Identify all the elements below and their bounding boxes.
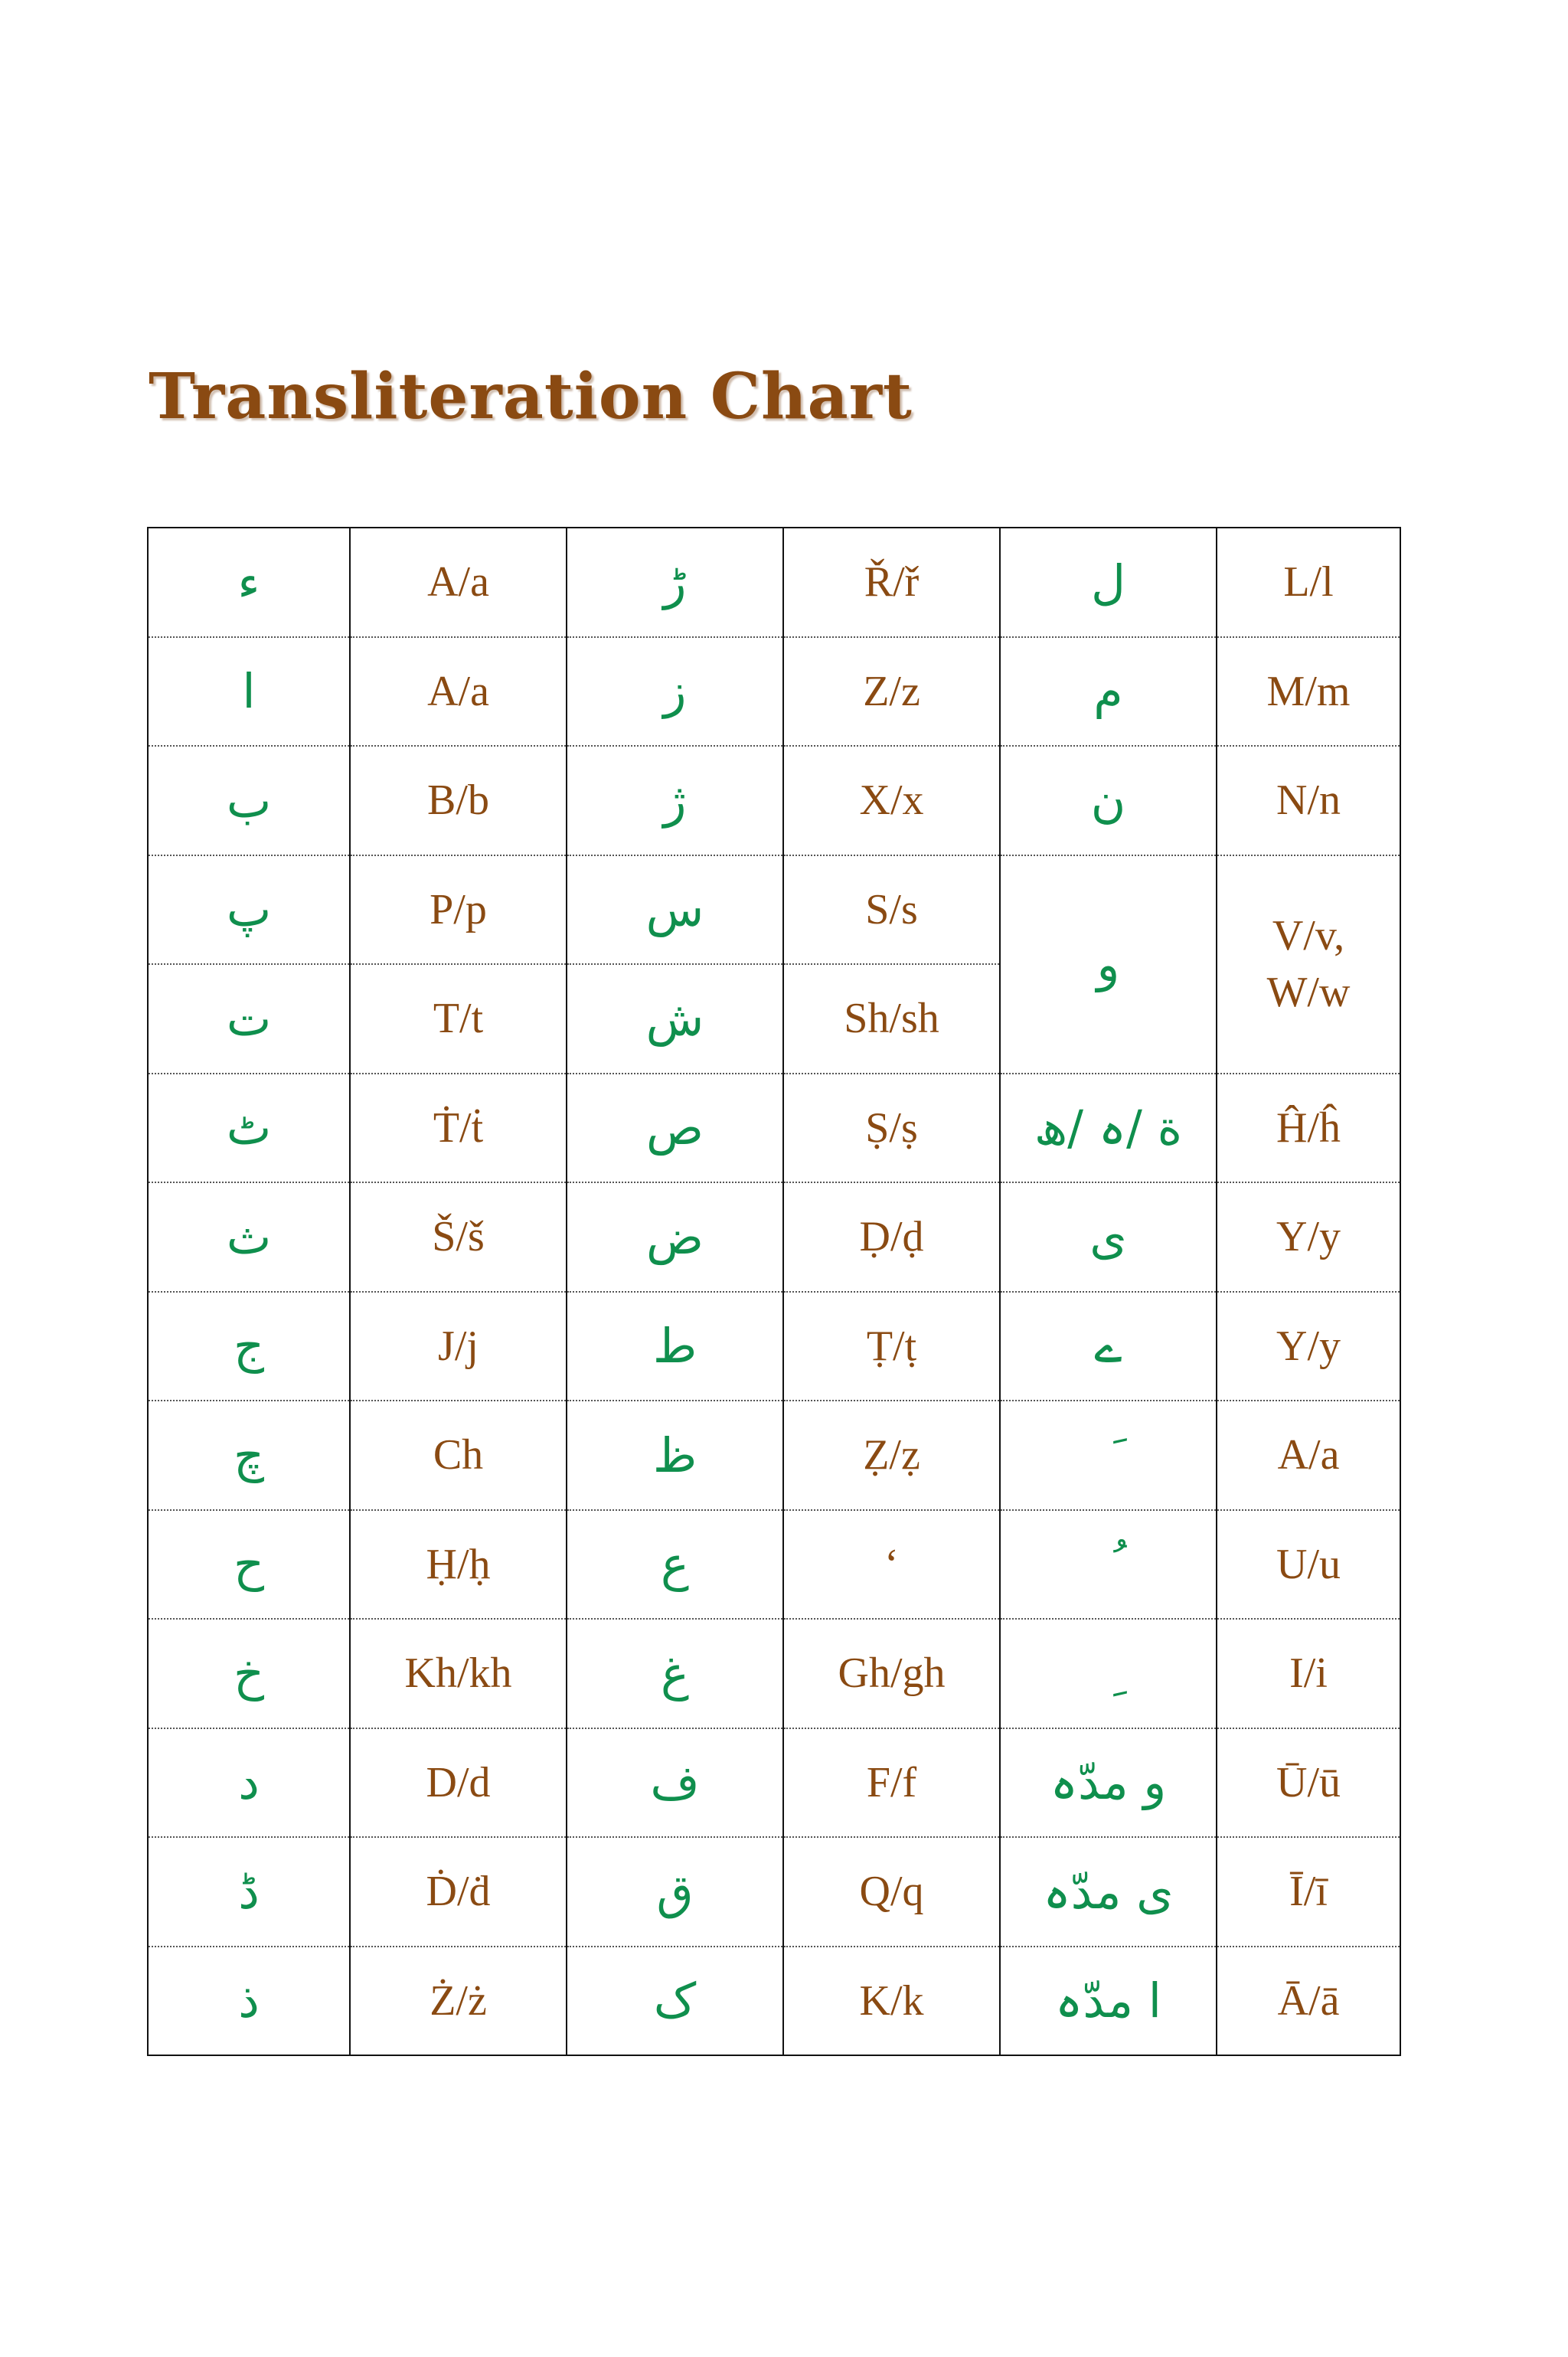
latin-transliteration: K/k — [783, 1947, 1000, 2056]
latin-transliteration: Ḋ/ḋ — [350, 1837, 567, 1947]
urdu-letter: ڈ — [148, 1837, 350, 1947]
urdu-letter: ض — [567, 1182, 783, 1292]
urdu-letter: ی — [1000, 1182, 1217, 1292]
latin-transliteration: Ḍ/ḍ — [783, 1182, 1000, 1292]
table-row — [148, 1947, 1400, 2056]
latin-transliteration: I/i — [1217, 1619, 1400, 1728]
latin-transliteration: Ā/ā — [1217, 1947, 1400, 2056]
latin-transliteration: Ū/ū — [1217, 1728, 1400, 1838]
latin-transliteration: N/n — [1217, 746, 1400, 855]
urdu-letter: ڑ — [567, 528, 783, 637]
urdu-letter: ژ — [567, 746, 783, 855]
latin-transliteration: F/f — [783, 1728, 1000, 1838]
latin-transliteration: Y/y — [1217, 1292, 1400, 1401]
page-title: Transliteration Chart — [149, 360, 913, 433]
urdu-letter: ع — [567, 1510, 783, 1620]
latin-transliteration: Ch — [350, 1401, 567, 1510]
latin-transliteration: P/p — [350, 855, 567, 965]
latin-transliteration: U/u — [1217, 1510, 1400, 1620]
latin-transliteration: Gh/gh — [783, 1619, 1000, 1728]
urdu-madda: ی مدّہ — [1000, 1837, 1217, 1947]
latin-transliteration: Kh/kh — [350, 1619, 567, 1728]
urdu-letter: چ — [148, 1401, 350, 1510]
urdu-madda: ا مدّہ — [1000, 1947, 1217, 2056]
urdu-letter: ء — [148, 528, 350, 637]
urdu-letter: ث — [148, 1182, 350, 1292]
latin-transliteration: Q/q — [783, 1837, 1000, 1947]
latin-line: W/w — [1266, 969, 1351, 1016]
urdu-letter: و — [1000, 855, 1217, 1074]
urdu-letter: ج — [148, 1292, 350, 1401]
latin-transliteration: Ẓ/ẓ — [783, 1401, 1000, 1510]
table-row — [148, 637, 1400, 747]
latin-transliteration: Y/y — [1217, 1182, 1400, 1292]
latin-transliteration: Ṣ/ṣ — [783, 1074, 1000, 1183]
latin-transliteration: Ż/ż — [350, 1947, 567, 2056]
table-row — [148, 1182, 1400, 1292]
urdu-letter: ت — [148, 964, 350, 1074]
latin-transliteration — [1217, 855, 1400, 1074]
urdu-letter: ط — [567, 1292, 783, 1401]
latin-transliteration: Ṫ/ṫ — [350, 1074, 567, 1183]
table-row — [148, 1619, 1400, 1728]
urdu-letter: ق — [567, 1837, 783, 1947]
urdu-letter: ک — [567, 1947, 783, 2056]
urdu-letter: خ — [148, 1619, 350, 1728]
urdu-letter: ٹ — [148, 1074, 350, 1183]
latin-transliteration: Ḥ/ḥ — [350, 1510, 567, 1620]
latin-transliteration: Š/š — [350, 1182, 567, 1292]
urdu-diacritic — [1000, 1401, 1217, 1510]
latin-transliteration: Ř/ř — [783, 528, 1000, 637]
table-row — [148, 1292, 1400, 1401]
latin-transliteration: L/l — [1217, 528, 1400, 637]
latin-transliteration: A/a — [1217, 1401, 1400, 1510]
latin-transliteration: B/b — [350, 746, 567, 855]
table-row — [148, 1728, 1400, 1838]
table-row — [148, 1074, 1400, 1183]
urdu-letter: ز — [567, 637, 783, 747]
latin-transliteration: Ī/ī — [1217, 1837, 1400, 1947]
urdu-letter: ظ — [567, 1401, 783, 1510]
urdu-letter: س — [567, 855, 783, 965]
latin-transliteration: A/a — [350, 637, 567, 747]
latin-transliteration: Z/z — [783, 637, 1000, 747]
latin-transliteration: T/t — [350, 964, 567, 1074]
urdu-letter: ذ — [148, 1947, 350, 2056]
latin-transliteration: A/a — [350, 528, 567, 637]
urdu-letter: ف — [567, 1728, 783, 1838]
table-row — [148, 528, 1400, 637]
latin-transliteration: ‘ — [783, 1510, 1000, 1620]
urdu-letter: ص — [567, 1074, 783, 1183]
latin-transliteration: J/j — [350, 1292, 567, 1401]
latin-transliteration: Ĥ/ĥ — [1217, 1074, 1400, 1183]
urdu-madda: و مدّہ — [1000, 1728, 1217, 1838]
latin-transliteration: D/d — [350, 1728, 567, 1838]
latin-line: V/v, — [1272, 912, 1345, 959]
urdu-diacritic — [1000, 1510, 1217, 1620]
urdu-letter: ل — [1000, 528, 1217, 637]
urdu-letter: ح — [148, 1510, 350, 1620]
urdu-letter: ے — [1000, 1292, 1217, 1401]
urdu-letter: ة /ہ /ھ — [1000, 1074, 1217, 1183]
urdu-letter: ش — [567, 964, 783, 1074]
table-row — [148, 1401, 1400, 1510]
transliteration-table — [147, 527, 1401, 2056]
latin-transliteration: X/x — [783, 746, 1000, 855]
table-row — [148, 1510, 1400, 1620]
table-row — [148, 746, 1400, 855]
urdu-letter: ا — [148, 637, 350, 747]
latin-transliteration: S/s — [783, 855, 1000, 965]
urdu-letter: پ — [148, 855, 350, 965]
latin-transliteration: Sh/sh — [783, 964, 1000, 1074]
urdu-letter: ن — [1000, 746, 1217, 855]
table-row — [148, 1837, 1400, 1947]
urdu-letter: م — [1000, 637, 1217, 747]
urdu-diacritic — [1000, 1619, 1217, 1728]
latin-transliteration: M/m — [1217, 637, 1400, 747]
table-row — [148, 855, 1400, 965]
urdu-letter: غ — [567, 1619, 783, 1728]
urdu-letter: د — [148, 1728, 350, 1838]
urdu-letter: ب — [148, 746, 350, 855]
latin-transliteration: Ṭ/ṭ — [783, 1292, 1000, 1401]
